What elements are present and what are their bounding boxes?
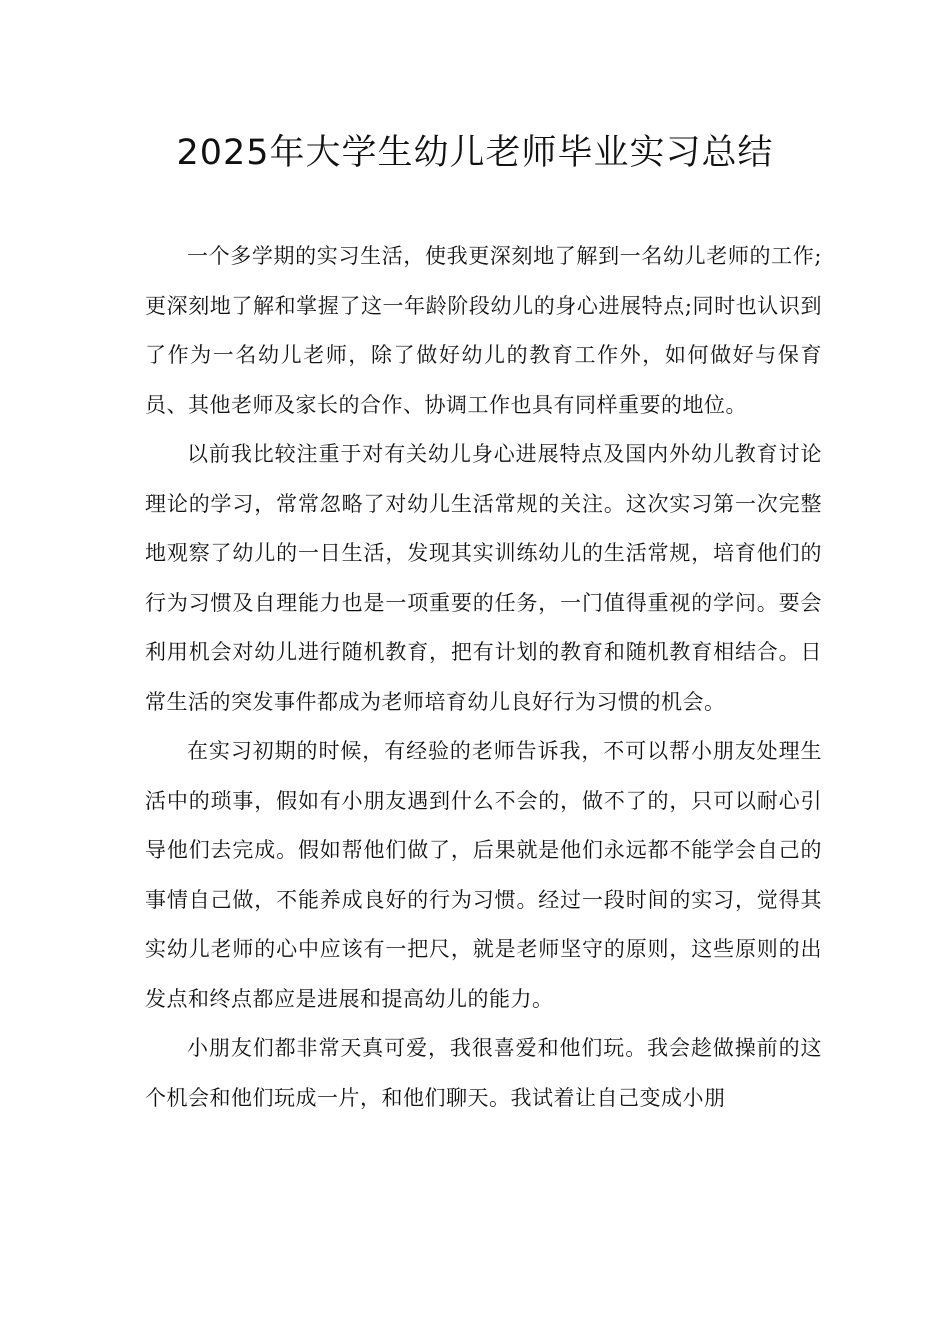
paragraph-1: 一个多学期的实习生活，使我更深刻地了解到一名幼儿老师的工作;更深刻地了解和掌握了这一年龄阶段幼儿的身心进展特点;同时也认识到了作为一名幼儿老师，除了做好幼儿的教育工作外，如何做好与保育员、其他老师及家长的合作、协调工作也具有同样重要的地位。	[145, 244, 822, 417]
paragraph-3: 在实习初期的时候，有经验的老师告诉我，不可以帮小朋友处理生活中的琐事，假如有小朋友遇到什么不会的，做不了的，只可以耐心引导他们去完成。假如帮他们做了，后果就是他们永远都不能学会自己的事情自己做，不能养成良好的行为习惯。经过一段时间的实习，觉得其实幼儿老师的心中应该有一把尺，就是老师坚守的原则，这些原则的出发点和终点都应是进展和提高幼儿的能力。	[145, 739, 822, 1011]
document-body	[145, 232, 822, 1123]
paragraph-4: 小朋友们都非常天真可爱，我很喜爱和他们玩。我会趁做操前的这个机会和他们玩成一片，和他们聊天。我试着让自己变成小朋	[145, 1036, 822, 1110]
paragraph-2: 以前我比较注重于对有关幼儿身心进展特点及国内外幼儿教育讨论理论的学习，常常忽略了对幼儿生活常规的关注。这次实习第一次完整地观察了幼儿的一日生活，发现其实训练幼儿的生活常规，培育他们的行为习惯及自理能力也是一项重要的任务，一门值得重视的学问。要会利用机会对幼儿进行随机教育，把有计划的教育和随机教育相结合。日常生活的突发事件都成为老师培育幼儿良好行为习惯的机会。	[145, 442, 822, 714]
document-title: 2025年大学生幼儿老师毕业实习总结	[176, 133, 774, 173]
